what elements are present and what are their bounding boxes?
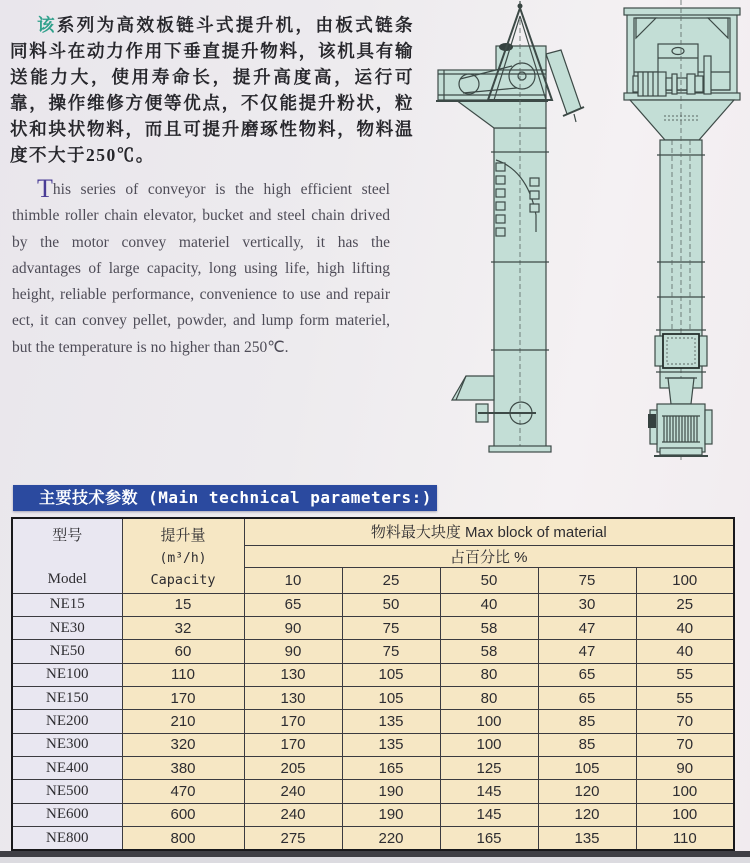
- value-cell: 135: [342, 733, 440, 756]
- value-cell: 80: [440, 686, 538, 709]
- header-percent-100: 100: [636, 567, 734, 593]
- value-cell: 55: [636, 686, 734, 709]
- header-percent-25: 25: [342, 567, 440, 593]
- value-cell: 120: [538, 780, 636, 803]
- section-header-bar: [13, 485, 437, 511]
- header-percent-10: 10: [244, 567, 342, 593]
- value-cell: 90: [244, 640, 342, 663]
- table-row: [12, 780, 734, 803]
- value-cell: 100: [440, 733, 538, 756]
- value-cell: 75: [342, 640, 440, 663]
- table-row: [12, 757, 734, 780]
- english-drop-cap: T: [37, 174, 53, 203]
- value-cell: 58: [440, 640, 538, 663]
- value-cell: 220: [342, 827, 440, 850]
- chinese-lead-character: 该: [37, 15, 57, 35]
- capacity-cell: 320: [122, 733, 244, 756]
- table-row: [12, 640, 734, 663]
- value-cell: 40: [636, 616, 734, 639]
- table-row: [12, 593, 734, 616]
- table-row: [12, 616, 734, 639]
- model-cell: NE500: [12, 780, 122, 803]
- capacity-cell: 210: [122, 710, 244, 733]
- value-cell: 55: [636, 663, 734, 686]
- chinese-intro-paragraph: [10, 12, 414, 168]
- value-cell: 145: [440, 803, 538, 826]
- value-cell: 170: [244, 733, 342, 756]
- value-cell: 170: [244, 710, 342, 733]
- model-cell: NE200: [12, 710, 122, 733]
- capacity-cell: 15: [122, 593, 244, 616]
- header-percent-75: 75: [538, 567, 636, 593]
- chinese-intro-text: 系列为高效板链斗式提升机，由板式链条同料斗在动力作用下垂直提升物料，该机具有输送能力大，使用寿命长，提升高度高，运行可靠，操作维修方便等优点，不仅能提升粉状，粒状和块状物料，而且可提升磨琢性物料，物料温度不大于250℃。: [10, 15, 415, 165]
- model-cell: NE600: [12, 803, 122, 826]
- value-cell: 100: [636, 780, 734, 803]
- value-cell: 58: [440, 616, 538, 639]
- value-cell: 65: [538, 686, 636, 709]
- capacity-cell: 60: [122, 640, 244, 663]
- table-row: [12, 686, 734, 709]
- capacity-cell: 110: [122, 663, 244, 686]
- capacity-cell: 170: [122, 686, 244, 709]
- value-cell: 30: [538, 593, 636, 616]
- header-model-cn: 型号: [52, 527, 83, 544]
- value-cell: 165: [342, 757, 440, 780]
- model-cell: NE800: [12, 827, 122, 850]
- model-cell: NE30: [12, 616, 122, 639]
- model-cell: NE100: [12, 663, 122, 686]
- value-cell: 130: [244, 686, 342, 709]
- value-cell: 90: [636, 757, 734, 780]
- value-cell: 105: [342, 663, 440, 686]
- model-cell: NE300: [12, 733, 122, 756]
- value-cell: 50: [342, 593, 440, 616]
- table-row: [12, 827, 734, 850]
- value-cell: 47: [538, 640, 636, 663]
- value-cell: 190: [342, 803, 440, 826]
- value-cell: 105: [538, 757, 636, 780]
- value-cell: 110: [636, 827, 734, 850]
- value-cell: 125: [440, 757, 538, 780]
- value-cell: 105: [342, 686, 440, 709]
- value-cell: 70: [636, 733, 734, 756]
- table-body: [12, 593, 734, 850]
- value-cell: 40: [636, 640, 734, 663]
- english-intro-paragraph: [12, 176, 390, 361]
- value-cell: 240: [244, 780, 342, 803]
- value-cell: 100: [636, 803, 734, 826]
- model-cell: NE15: [12, 593, 122, 616]
- model-cell: NE400: [12, 757, 122, 780]
- table-row: [12, 710, 734, 733]
- capacity-cell: 800: [122, 827, 244, 850]
- header-capacity-cn: 提升量: [160, 526, 206, 544]
- capacity-cell: 380: [122, 757, 244, 780]
- value-cell: 130: [244, 663, 342, 686]
- value-cell: 47: [538, 616, 636, 639]
- elevator-front-view-drawing: [624, 0, 740, 460]
- table-row: [12, 663, 734, 686]
- header-model-en: Model: [47, 570, 87, 587]
- section-header-label: 主要技术参数 (Main technical parameters:): [39, 488, 432, 507]
- header-max-block: 物料最大块度 Max block of material: [244, 518, 734, 545]
- value-cell: 275: [244, 827, 342, 850]
- value-cell: 65: [244, 593, 342, 616]
- header-capacity: [122, 518, 244, 593]
- value-cell: 240: [244, 803, 342, 826]
- value-cell: 85: [538, 733, 636, 756]
- page-bottom-margin: [0, 857, 750, 863]
- header-percent: 占百分比 %: [244, 545, 734, 567]
- value-cell: 100: [440, 710, 538, 733]
- value-cell: 165: [440, 827, 538, 850]
- table-row: [12, 733, 734, 756]
- value-cell: 135: [342, 710, 440, 733]
- capacity-cell: 32: [122, 616, 244, 639]
- header-capacity-en: Capacity: [150, 571, 216, 588]
- english-intro-text: his series of conveyor is the high efficient steel thimble roller chain elevator, bucket and steel chain drived by the motor convey materiel vertically, it has the advantages of large capacity, long using life, high lifting height, reliable performance, convenience to use and repair ect, it can convey pellet, powder, and lump form materiel, but the temperature is no higher than 250℃.: [12, 181, 390, 356]
- value-cell: 135: [538, 827, 636, 850]
- model-cell: NE150: [12, 686, 122, 709]
- value-cell: 190: [342, 780, 440, 803]
- value-cell: 80: [440, 663, 538, 686]
- value-cell: 75: [342, 616, 440, 639]
- value-cell: 70: [636, 710, 734, 733]
- parameters-table: [11, 517, 735, 851]
- elevator-side-view-drawing: [436, 1, 584, 452]
- value-cell: 40: [440, 593, 538, 616]
- elevator-drawings: [430, 0, 750, 475]
- value-cell: 25: [636, 593, 734, 616]
- value-cell: 120: [538, 803, 636, 826]
- header-percent-50: 50: [440, 567, 538, 593]
- capacity-cell: 470: [122, 780, 244, 803]
- value-cell: 205: [244, 757, 342, 780]
- model-cell: NE50: [12, 640, 122, 663]
- value-cell: 145: [440, 780, 538, 803]
- capacity-cell: 600: [122, 803, 244, 826]
- value-cell: 65: [538, 663, 636, 686]
- header-capacity-unit: (m³/h): [159, 550, 207, 566]
- value-cell: 90: [244, 616, 342, 639]
- value-cell: 85: [538, 710, 636, 733]
- table-row: [12, 803, 734, 826]
- header-model: [12, 518, 122, 593]
